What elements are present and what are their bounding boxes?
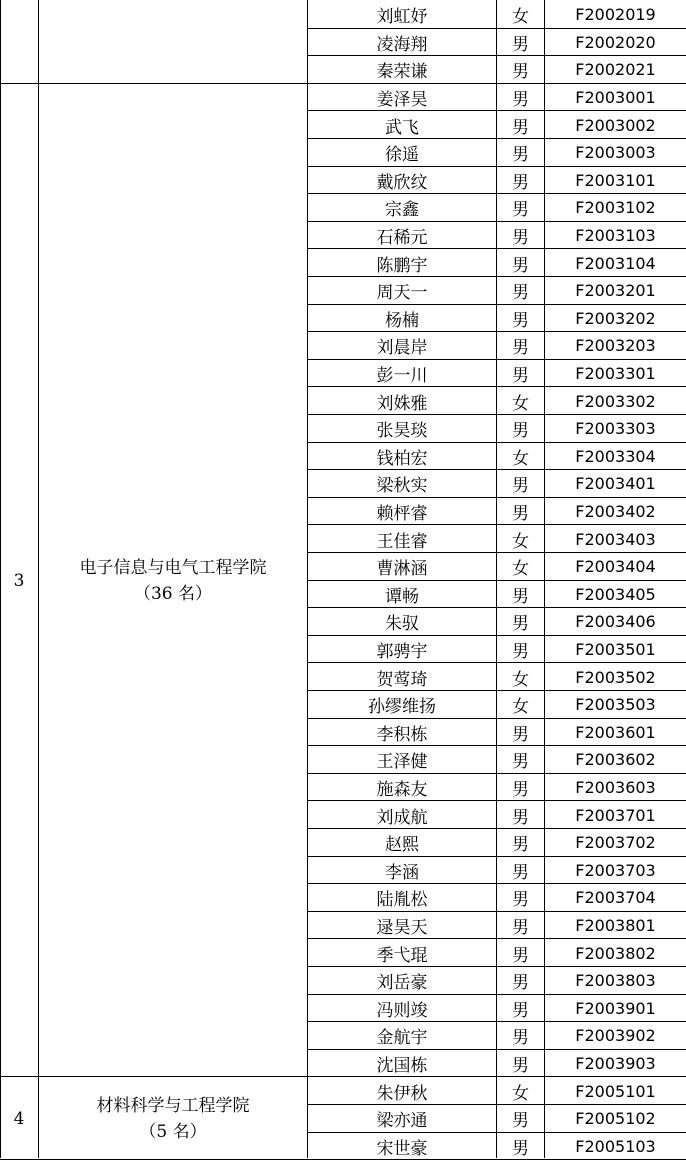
student-id: F2003501: [575, 640, 656, 660]
student-gender: 男: [512, 890, 529, 911]
student-name: 刘姝雅: [376, 393, 428, 414]
student-id: F2002021: [575, 60, 656, 80]
student-name: 陆胤松: [376, 890, 428, 911]
student-gender: 男: [512, 310, 529, 331]
college-cell: [39, 1077, 307, 1160]
student-name: 彭一川: [376, 366, 428, 387]
student-id: F2003301: [575, 364, 656, 384]
student-id: F2003603: [575, 778, 656, 798]
student-id: F2003602: [575, 750, 656, 770]
student-gender: 女: [512, 1083, 529, 1104]
student-id: F2003701: [575, 805, 656, 825]
group-number: 4: [13, 1108, 25, 1129]
college-cell: [39, 84, 307, 1078]
student-name: 冯则竣: [376, 1000, 428, 1021]
student-gender: 女: [512, 697, 529, 718]
student-gender: 男: [512, 835, 529, 856]
student-id: F2003302: [575, 391, 656, 411]
student-id: F2003202: [575, 308, 656, 328]
student-gender: 男: [512, 421, 529, 442]
group-number: 3: [13, 570, 25, 591]
student-gender: 男: [512, 973, 529, 994]
student-id: F2003703: [575, 860, 656, 880]
student-id: F2003406: [575, 612, 656, 632]
student-name: 赵熙: [385, 835, 419, 856]
student-name: 刘岳豪: [376, 973, 428, 994]
student-id: F2003503: [575, 695, 656, 715]
student-gender: 男: [512, 642, 529, 663]
student-id: F2003102: [575, 198, 656, 218]
student-gender: 男: [512, 724, 529, 745]
student-id: F2003502: [575, 667, 656, 687]
student-name: 钱柏宏: [376, 448, 428, 469]
student-name: 朱伊秋: [376, 1083, 428, 1104]
student-id: F2003901: [575, 998, 656, 1018]
student-name: 徐遥: [385, 145, 419, 166]
student-name: 刘成航: [376, 807, 428, 828]
student-id: F2005102: [575, 1109, 656, 1129]
student-id: F2003702: [575, 833, 656, 853]
student-gender: 男: [512, 807, 529, 828]
college-count: （36 名）: [133, 583, 213, 604]
student-gender: 男: [512, 145, 529, 166]
student-name: 宗鑫: [385, 200, 419, 221]
student-name: 凌海翔: [376, 34, 428, 55]
student-gender: 男: [512, 1000, 529, 1021]
student-name: 曹淋涵: [376, 559, 428, 580]
student-gender: 女: [512, 393, 529, 414]
student-gender: 男: [512, 504, 529, 525]
student-name: 贺莺琦: [376, 669, 428, 690]
student-name: 孙缪维扬: [368, 697, 436, 718]
student-gender: 男: [512, 476, 529, 497]
student-gender: 男: [512, 1111, 529, 1132]
student-id: F2003201: [575, 281, 656, 301]
student-name: 梁亦通: [376, 1111, 428, 1132]
student-id: F2003002: [575, 115, 656, 135]
student-name: 陈鹏宇: [376, 255, 428, 276]
student-gender: 男: [512, 918, 529, 939]
student-id: F2003104: [575, 253, 656, 273]
student-id: F2003303: [575, 419, 656, 439]
college-cell: [39, 1, 307, 84]
student-id: F2003304: [575, 446, 656, 466]
student-gender: 男: [512, 780, 529, 801]
student-name: 李积栋: [376, 724, 428, 745]
student-name: 沈国栋: [376, 1056, 428, 1077]
student-gender: 男: [512, 172, 529, 193]
student-gender: 男: [512, 945, 529, 966]
student-id: F2005101: [575, 1081, 656, 1101]
student-id: F2003103: [575, 226, 656, 246]
college-name: 电子信息与电气工程学院: [79, 557, 267, 578]
student-id: F2005103: [575, 1136, 656, 1156]
student-name: 逯昊天: [376, 918, 428, 939]
student-gender: 男: [512, 1138, 529, 1159]
student-name: 杨楠: [385, 310, 419, 331]
student-name: 季弋琨: [376, 945, 428, 966]
student-name: 姜泽昊: [376, 90, 428, 111]
student-name: 赖枰睿: [376, 504, 428, 525]
student-name: 刘晨岸: [376, 338, 428, 359]
student-gender: 男: [512, 62, 529, 83]
student-name: 施森友: [376, 780, 428, 801]
student-gender: 男: [512, 34, 529, 55]
student-name: 宋世豪: [376, 1138, 428, 1159]
student-id: F2003405: [575, 584, 656, 604]
student-gender: 男: [512, 200, 529, 221]
student-name: 周天一: [376, 283, 428, 304]
student-gender: 男: [512, 338, 529, 359]
student-gender: 男: [512, 586, 529, 607]
student-name: 郭骋宇: [376, 642, 428, 663]
student-gender: 男: [512, 90, 529, 111]
student-gender: 女: [512, 531, 529, 552]
student-name: 王佳睿: [376, 531, 428, 552]
student-gender: 男: [512, 366, 529, 387]
student-gender: 女: [512, 559, 529, 580]
student-gender: 女: [512, 669, 529, 690]
student-name: 戴欣纹: [376, 172, 428, 193]
student-gender: 男: [512, 752, 529, 773]
student-name: 王泽健: [376, 752, 428, 773]
student-name: 秦荣谦: [376, 62, 428, 83]
student-gender: 男: [512, 283, 529, 304]
student-gender: 男: [512, 228, 529, 249]
student-id: F2003801: [575, 916, 656, 936]
student-gender: 男: [512, 1056, 529, 1077]
student-id: F2003601: [575, 722, 656, 742]
student-id: F2003203: [575, 336, 656, 356]
student-id: F2003101: [575, 170, 656, 190]
student-name: 张昊琰: [376, 421, 428, 442]
student-id: F2002020: [575, 32, 656, 52]
student-id: F2003001: [575, 88, 656, 108]
student-gender: 女: [512, 7, 529, 28]
student-gender: 男: [512, 1028, 529, 1049]
student-name: 金航宇: [376, 1028, 428, 1049]
student-name: 刘虹妤: [376, 7, 428, 28]
student-name: 李涵: [385, 862, 419, 883]
student-id: F2003803: [575, 971, 656, 991]
student-id: F2003402: [575, 502, 656, 522]
student-gender: 男: [512, 117, 529, 138]
student-name: 梁秋实: [376, 476, 428, 497]
college-name: 材料科学与工程学院: [96, 1095, 250, 1116]
student-id: F2003802: [575, 943, 656, 963]
student-id: F2003704: [575, 888, 656, 908]
student-gender: 男: [512, 862, 529, 883]
student-gender: 女: [512, 448, 529, 469]
college-count: （5 名）: [139, 1121, 207, 1142]
student-name: 石稀元: [376, 228, 428, 249]
student-name: 朱驭: [385, 614, 419, 635]
student-id: F2002019: [575, 5, 656, 25]
student-gender: 男: [512, 255, 529, 276]
student-id: F2003401: [575, 474, 656, 494]
student-id: F2003903: [575, 1054, 656, 1074]
student-id: F2003404: [575, 557, 656, 577]
student-name: 武飞: [385, 117, 419, 138]
student-id: F2003403: [575, 529, 656, 549]
group-number: [0, 1, 38, 84]
student-name: 谭畅: [385, 586, 419, 607]
student-id: F2003902: [575, 1026, 656, 1046]
student-id: F2003003: [575, 143, 656, 163]
student-gender: 男: [512, 614, 529, 635]
